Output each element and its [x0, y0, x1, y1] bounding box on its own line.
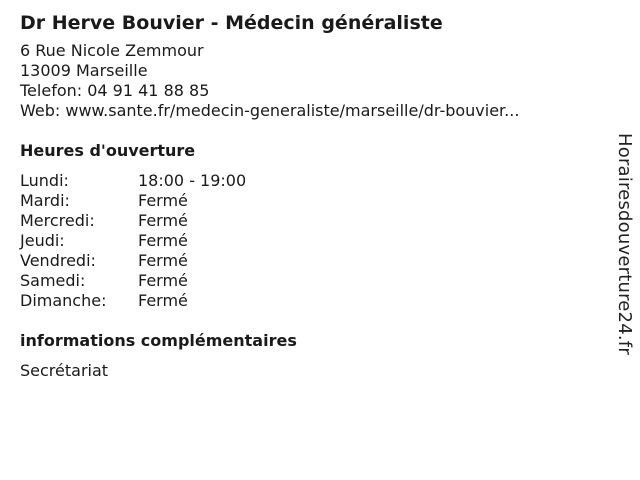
hours-row-tuesday [20, 191, 600, 211]
hours-day: Lundi: [20, 171, 69, 190]
hours-day: Jeudi: [20, 231, 65, 250]
hours-row-wednesday [20, 211, 600, 231]
hours-day: Vendredi: [20, 251, 96, 270]
hours-value: Fermé [138, 251, 188, 270]
business-card [20, 9, 600, 381]
website-line: Web: www.sante.fr/medecin-generaliste/marseille/dr-bouvier... [20, 101, 520, 120]
hours-day: Mercredi: [20, 211, 95, 230]
hours-value: Fermé [138, 291, 188, 310]
hours-row-friday [20, 251, 600, 271]
opening-hours-table [20, 171, 600, 311]
hours-row-monday [20, 171, 600, 191]
phone-line: Telefon: 04 91 41 88 85 [20, 81, 210, 100]
opening-hours-heading: Heures d'ouverture [20, 141, 196, 160]
hours-value: Fermé [138, 271, 188, 290]
hours-row-thursday [20, 231, 600, 251]
hours-value: 18:00 - 19:00 [138, 171, 247, 190]
hours-day: Samedi: [20, 271, 86, 290]
additional-info-heading: informations complémentaires [20, 331, 297, 350]
hours-value: Fermé [138, 211, 188, 230]
hours-value: Fermé [138, 231, 188, 250]
address-street: 6 Rue Nicole Zemmour [20, 41, 204, 60]
hours-day: Mardi: [20, 191, 70, 210]
hours-row-saturday [20, 271, 600, 291]
hours-row-sunday [20, 291, 600, 311]
hours-value: Fermé [138, 191, 188, 210]
business-title: Dr Herve Bouvier - Médecin généraliste [20, 12, 443, 34]
address-city: 13009 Marseille [20, 61, 148, 80]
hours-day: Dimanche: [20, 291, 107, 310]
additional-info-text: Secrétariat [20, 361, 109, 380]
site-watermark: Horairesdouverture24.fr [614, 133, 635, 355]
